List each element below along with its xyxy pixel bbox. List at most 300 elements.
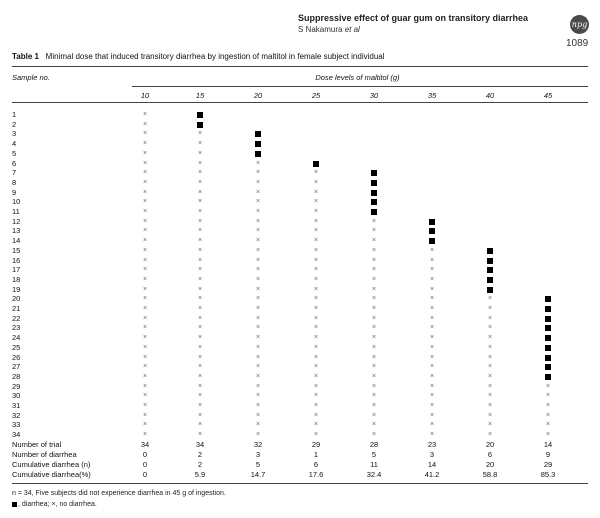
dose-col-header: 10 xyxy=(140,91,150,100)
summary-value: 14.7 xyxy=(250,470,266,479)
no-diarrhea-mark: × xyxy=(429,421,435,429)
no-diarrhea-mark: × xyxy=(142,363,148,371)
summary-value: 41.2 xyxy=(424,470,440,479)
no-diarrhea-mark: × xyxy=(142,246,148,254)
no-diarrhea-mark: × xyxy=(197,140,203,148)
sample-label: 23 xyxy=(12,323,21,333)
author-name: S Nakamura xyxy=(298,25,345,34)
sample-label: 10 xyxy=(12,197,21,207)
no-diarrhea-mark: × xyxy=(255,402,261,409)
footnote-2 xyxy=(12,501,97,508)
diarrhea-square-icon xyxy=(545,316,551,322)
sample-header: Sample no. xyxy=(12,73,50,82)
diarrhea-square-icon xyxy=(371,180,377,186)
no-diarrhea-mark: × xyxy=(371,411,377,419)
sample-label: 1 xyxy=(12,110,17,119)
diarrhea-square-icon xyxy=(545,364,551,370)
no-diarrhea-mark: × xyxy=(255,411,261,419)
sample-label: 29 xyxy=(12,381,21,391)
sample-label: 4 xyxy=(12,139,17,149)
no-diarrhea-mark: × xyxy=(371,324,377,332)
no-diarrhea-mark: × xyxy=(142,305,148,312)
no-diarrhea-mark: × xyxy=(371,402,377,409)
no-diarrhea-mark: × xyxy=(197,237,203,245)
no-diarrhea-mark: × xyxy=(371,275,377,283)
summary-value: 5 xyxy=(255,460,261,469)
diarrhea-square-icon xyxy=(197,122,203,128)
no-diarrhea-mark: × xyxy=(487,363,493,371)
no-diarrhea-mark: × xyxy=(429,295,435,303)
no-diarrhea-mark: × xyxy=(313,208,319,215)
diarrhea-square-icon xyxy=(545,345,551,351)
no-diarrhea-mark: × xyxy=(197,431,203,439)
no-diarrhea-mark: × xyxy=(255,169,261,177)
dose-col-header: 20 xyxy=(253,91,263,100)
no-diarrhea-mark: × xyxy=(313,314,319,322)
no-diarrhea-mark: × xyxy=(371,227,377,235)
no-diarrhea-mark: × xyxy=(197,402,203,409)
summary-value: 6 xyxy=(487,450,493,459)
no-diarrhea-mark: × xyxy=(142,227,148,235)
diarrhea-square-icon xyxy=(545,335,551,341)
no-diarrhea-mark: × xyxy=(371,237,377,245)
no-diarrhea-mark: × xyxy=(313,275,319,283)
no-diarrhea-mark: × xyxy=(487,334,493,342)
diarrhea-square-icon xyxy=(545,306,551,312)
no-diarrhea-mark: × xyxy=(371,353,377,361)
summary-value: 1 xyxy=(313,450,319,459)
no-diarrhea-mark: × xyxy=(142,324,148,332)
summary-value: 14 xyxy=(427,460,437,469)
rule-dose xyxy=(132,86,588,87)
sample-label: 32 xyxy=(12,410,21,420)
no-diarrhea-mark: × xyxy=(371,392,377,400)
no-diarrhea-mark: × xyxy=(371,295,377,303)
no-diarrhea-mark: × xyxy=(371,334,377,342)
no-diarrhea-mark: × xyxy=(255,421,261,429)
diarrhea-square-icon xyxy=(371,190,377,196)
rule-bottom xyxy=(12,483,588,484)
dose-col-header: 40 xyxy=(485,91,495,100)
no-diarrhea-mark: × xyxy=(142,392,148,400)
no-diarrhea-mark: × xyxy=(255,227,261,235)
running-title: Suppressive effect of guar gum on transitory diarrhea xyxy=(298,13,529,23)
sample-label: 6 xyxy=(12,158,17,168)
no-diarrhea-mark: × xyxy=(371,431,377,439)
no-diarrhea-mark: × xyxy=(313,227,319,235)
no-diarrhea-mark: × xyxy=(429,392,435,400)
no-diarrhea-mark: × xyxy=(313,178,319,186)
diarrhea-square-icon xyxy=(545,325,551,331)
no-diarrhea-mark: × xyxy=(429,382,435,390)
no-diarrhea-mark: × xyxy=(313,295,319,303)
sample-label: 9 xyxy=(12,187,17,197)
sample-label: 30 xyxy=(12,391,21,401)
no-diarrhea-mark: × xyxy=(487,372,493,380)
no-diarrhea-mark: × xyxy=(313,285,319,293)
no-diarrhea-mark: × xyxy=(545,402,551,409)
no-diarrhea-mark: × xyxy=(371,246,377,254)
summary-value: 17.6 xyxy=(308,470,324,479)
no-diarrhea-mark: × xyxy=(142,159,148,167)
summary-value: 29 xyxy=(543,460,553,469)
diarrhea-square-icon xyxy=(545,296,551,302)
no-diarrhea-mark: × xyxy=(255,305,261,312)
no-diarrhea-mark: × xyxy=(197,334,203,342)
diarrhea-square-icon xyxy=(371,209,377,215)
no-diarrhea-mark: × xyxy=(142,353,148,361)
no-diarrhea-mark: × xyxy=(197,382,203,390)
sample-label: 12 xyxy=(12,216,21,226)
summary-label: Number of trial xyxy=(12,440,62,449)
no-diarrhea-mark: × xyxy=(429,343,435,351)
sample-label: 20 xyxy=(12,294,21,304)
no-diarrhea-mark: × xyxy=(313,266,319,274)
summary-value: 11 xyxy=(370,460,378,469)
npg-logo: npg xyxy=(570,15,589,34)
no-diarrhea-mark: × xyxy=(197,266,203,274)
caption-text: Minimal dose that induced transitory diarrhea by ingestion of maltitol in female subject individual xyxy=(45,52,385,61)
summary-value: 0 xyxy=(142,460,148,469)
no-diarrhea-mark: × xyxy=(255,188,261,196)
summary-value: 5 xyxy=(371,450,377,459)
no-diarrhea-mark: × xyxy=(255,295,261,303)
no-diarrhea-mark: × xyxy=(142,149,148,157)
no-diarrhea-mark: × xyxy=(487,431,493,439)
no-diarrhea-mark: × xyxy=(255,198,261,206)
running-author xyxy=(298,25,360,34)
diarrhea-square-icon xyxy=(197,112,203,118)
no-diarrhea-mark: × xyxy=(371,256,377,264)
no-diarrhea-mark: × xyxy=(142,285,148,293)
no-diarrhea-mark: × xyxy=(142,188,148,196)
summary-value: 29 xyxy=(311,440,321,449)
no-diarrhea-mark: × xyxy=(429,324,435,332)
no-diarrhea-mark: × xyxy=(142,120,148,128)
no-diarrhea-mark: × xyxy=(429,372,435,380)
no-diarrhea-mark: × xyxy=(487,353,493,361)
sample-label: 27 xyxy=(12,362,21,372)
dose-col-header: 25 xyxy=(311,91,321,100)
no-diarrhea-mark: × xyxy=(429,431,435,439)
no-diarrhea-mark: × xyxy=(142,140,148,148)
no-diarrhea-mark: × xyxy=(197,178,203,186)
no-diarrhea-mark: × xyxy=(142,256,148,264)
no-diarrhea-mark: × xyxy=(142,382,148,390)
no-diarrhea-mark: × xyxy=(255,159,261,167)
sample-label: 18 xyxy=(12,274,21,284)
footnote-2-text: , diarrhea; ×, no diarrhea. xyxy=(18,501,97,508)
no-diarrhea-mark: × xyxy=(255,431,261,439)
no-diarrhea-mark: × xyxy=(197,372,203,380)
no-diarrhea-mark: × xyxy=(255,372,261,380)
no-diarrhea-mark: × xyxy=(487,402,493,409)
no-diarrhea-mark: × xyxy=(313,431,319,439)
no-diarrhea-mark: × xyxy=(487,411,493,419)
no-diarrhea-mark: × xyxy=(255,217,261,225)
no-diarrhea-mark: × xyxy=(142,266,148,274)
no-diarrhea-mark: × xyxy=(197,169,203,177)
rule-top xyxy=(12,66,588,67)
no-diarrhea-mark: × xyxy=(197,421,203,429)
sample-label: 17 xyxy=(12,265,21,275)
no-diarrhea-mark: × xyxy=(142,169,148,177)
sample-label: 25 xyxy=(12,342,21,352)
no-diarrhea-mark: × xyxy=(313,246,319,254)
no-diarrhea-mark: × xyxy=(545,421,551,429)
diarrhea-square-icon xyxy=(487,258,493,264)
dose-col-header: 15 xyxy=(195,91,205,100)
summary-value: 9 xyxy=(545,450,551,459)
summary-value: 2 xyxy=(197,450,203,459)
no-diarrhea-mark: × xyxy=(255,178,261,186)
no-diarrhea-mark: × xyxy=(255,314,261,322)
no-diarrhea-mark: × xyxy=(255,392,261,400)
footnote-square-icon xyxy=(12,502,17,507)
no-diarrhea-mark: × xyxy=(197,256,203,264)
no-diarrhea-mark: × xyxy=(197,130,203,138)
summary-label: Number of diarrhea xyxy=(12,450,77,459)
no-diarrhea-mark: × xyxy=(197,149,203,157)
no-diarrhea-mark: × xyxy=(197,285,203,293)
no-diarrhea-mark: × xyxy=(255,285,261,293)
no-diarrhea-mark: × xyxy=(197,159,203,167)
summary-value: 3 xyxy=(429,450,435,459)
no-diarrhea-mark: × xyxy=(313,353,319,361)
diarrhea-square-icon xyxy=(487,248,493,254)
no-diarrhea-mark: × xyxy=(429,266,435,274)
no-diarrhea-mark: × xyxy=(142,295,148,303)
no-diarrhea-mark: × xyxy=(255,353,261,361)
no-diarrhea-mark: × xyxy=(313,372,319,380)
summary-value: 20 xyxy=(485,440,495,449)
diarrhea-square-icon xyxy=(255,151,261,157)
no-diarrhea-mark: × xyxy=(313,343,319,351)
no-diarrhea-mark: × xyxy=(371,363,377,371)
dose-col-header: 35 xyxy=(427,91,437,100)
no-diarrhea-mark: × xyxy=(142,421,148,429)
no-diarrhea-mark: × xyxy=(197,188,203,196)
no-diarrhea-mark: × xyxy=(371,217,377,225)
no-diarrhea-mark: × xyxy=(429,353,435,361)
summary-value: 3 xyxy=(255,450,261,459)
no-diarrhea-mark: × xyxy=(429,256,435,264)
no-diarrhea-mark: × xyxy=(545,392,551,400)
no-diarrhea-mark: × xyxy=(255,363,261,371)
no-diarrhea-mark: × xyxy=(197,314,203,322)
no-diarrhea-mark: × xyxy=(255,343,261,351)
summary-value: 6 xyxy=(313,460,319,469)
no-diarrhea-mark: × xyxy=(142,314,148,322)
no-diarrhea-mark: × xyxy=(197,392,203,400)
summary-value: 23 xyxy=(427,440,437,449)
diarrhea-square-icon xyxy=(429,219,435,225)
summary-label: Cumulative diarrhea (n) xyxy=(12,460,91,469)
no-diarrhea-mark: × xyxy=(313,411,319,419)
no-diarrhea-mark: × xyxy=(142,402,148,409)
diarrhea-square-icon xyxy=(545,355,551,361)
no-diarrhea-mark: × xyxy=(313,382,319,390)
diarrhea-square-icon xyxy=(487,267,493,273)
no-diarrhea-mark: × xyxy=(142,237,148,245)
summary-value: 34 xyxy=(195,440,205,449)
author-etal: et al xyxy=(344,25,360,34)
summary-value: 20 xyxy=(485,460,495,469)
no-diarrhea-mark: × xyxy=(313,324,319,332)
no-diarrhea-mark: × xyxy=(429,411,435,419)
sample-label: 11 xyxy=(12,207,20,216)
no-diarrhea-mark: × xyxy=(142,431,148,439)
no-diarrhea-mark: × xyxy=(313,334,319,342)
no-diarrhea-mark: × xyxy=(142,130,148,138)
no-diarrhea-mark: × xyxy=(429,334,435,342)
caption-label: Table 1 xyxy=(12,52,39,61)
sample-label: 28 xyxy=(12,371,21,381)
sample-label: 8 xyxy=(12,177,17,187)
no-diarrhea-mark: × xyxy=(255,237,261,245)
no-diarrhea-mark: × xyxy=(197,246,203,254)
summary-value: 28 xyxy=(369,440,379,449)
summary-value: 85.3 xyxy=(540,470,556,479)
no-diarrhea-mark: × xyxy=(371,266,377,274)
sample-label: 13 xyxy=(12,226,21,236)
no-diarrhea-mark: × xyxy=(197,411,203,419)
summary-value: 5.9 xyxy=(194,470,206,479)
no-diarrhea-mark: × xyxy=(313,421,319,429)
no-diarrhea-mark: × xyxy=(255,382,261,390)
diarrhea-square-icon xyxy=(371,199,377,205)
sample-label: 21 xyxy=(12,304,21,313)
no-diarrhea-mark: × xyxy=(545,431,551,439)
sample-label: 3 xyxy=(12,129,17,139)
no-diarrhea-mark: × xyxy=(487,382,493,390)
dose-col-header: 30 xyxy=(369,91,379,100)
sample-label: 7 xyxy=(12,168,17,178)
footnote-1: n = 34, Five subjects did not experience diarrhea in 45 g of ingestion. xyxy=(12,490,226,497)
no-diarrhea-mark: × xyxy=(142,372,148,380)
no-diarrhea-mark: × xyxy=(313,198,319,206)
no-diarrhea-mark: × xyxy=(371,372,377,380)
no-diarrhea-mark: × xyxy=(429,305,435,312)
diarrhea-square-icon xyxy=(487,287,493,293)
no-diarrhea-mark: × xyxy=(142,178,148,186)
sample-label: 14 xyxy=(12,236,21,246)
no-diarrhea-mark: × xyxy=(487,305,493,312)
no-diarrhea-mark: × xyxy=(255,256,261,264)
no-diarrhea-mark: × xyxy=(313,363,319,371)
page-number: 1089 xyxy=(566,38,589,49)
diarrhea-square-icon xyxy=(255,141,261,147)
diarrhea-square-icon xyxy=(487,277,493,283)
no-diarrhea-mark: × xyxy=(142,411,148,419)
no-diarrhea-mark: × xyxy=(197,275,203,283)
diarrhea-square-icon xyxy=(313,161,319,167)
diarrhea-square-icon xyxy=(429,238,435,244)
rule-head xyxy=(12,102,588,103)
no-diarrhea-mark: × xyxy=(487,421,493,429)
no-diarrhea-mark: × xyxy=(255,334,261,342)
sample-label: 2 xyxy=(12,119,17,129)
no-diarrhea-mark: × xyxy=(142,208,148,215)
sample-label: 16 xyxy=(12,255,21,265)
no-diarrhea-mark: × xyxy=(255,275,261,283)
no-diarrhea-mark: × xyxy=(142,334,148,342)
no-diarrhea-mark: × xyxy=(429,246,435,254)
no-diarrhea-mark: × xyxy=(429,363,435,371)
no-diarrhea-mark: × xyxy=(371,421,377,429)
sample-label: 19 xyxy=(12,284,21,294)
no-diarrhea-mark: × xyxy=(142,111,148,118)
no-diarrhea-mark: × xyxy=(255,324,261,332)
no-diarrhea-mark: × xyxy=(371,314,377,322)
no-diarrhea-mark: × xyxy=(255,266,261,274)
no-diarrhea-mark: × xyxy=(429,285,435,293)
no-diarrhea-mark: × xyxy=(197,217,203,225)
summary-value: 32.4 xyxy=(366,470,382,479)
no-diarrhea-mark: × xyxy=(142,198,148,206)
no-diarrhea-mark: × xyxy=(197,198,203,206)
no-diarrhea-mark: × xyxy=(313,402,319,409)
no-diarrhea-mark: × xyxy=(487,295,493,303)
no-diarrhea-mark: × xyxy=(371,285,377,293)
sample-label: 22 xyxy=(12,313,21,323)
summary-value: 32 xyxy=(253,440,263,449)
summary-value: 2 xyxy=(197,460,203,469)
summary-value: 34 xyxy=(140,440,150,449)
sample-label: 33 xyxy=(12,420,21,430)
no-diarrhea-mark: × xyxy=(255,246,261,254)
no-diarrhea-mark: × xyxy=(197,353,203,361)
no-diarrhea-mark: × xyxy=(197,324,203,332)
no-diarrhea-mark: × xyxy=(371,305,377,312)
no-diarrhea-mark: × xyxy=(487,324,493,332)
no-diarrhea-mark: × xyxy=(197,208,203,215)
sample-label: 24 xyxy=(12,333,21,343)
no-diarrhea-mark: × xyxy=(487,314,493,322)
sample-label: 5 xyxy=(12,148,17,158)
no-diarrhea-mark: × xyxy=(313,256,319,264)
no-diarrhea-mark: × xyxy=(371,382,377,390)
sample-label: 31 xyxy=(12,401,21,410)
no-diarrhea-mark: × xyxy=(313,188,319,196)
no-diarrhea-mark: × xyxy=(197,305,203,312)
no-diarrhea-mark: × xyxy=(142,343,148,351)
summary-value: 58.8 xyxy=(482,470,498,479)
diarrhea-square-icon xyxy=(429,228,435,234)
summary-label: Cumulative diarrhea(%) xyxy=(12,470,91,479)
no-diarrhea-mark: × xyxy=(487,392,493,400)
summary-value: 14 xyxy=(543,440,553,449)
no-diarrhea-mark: × xyxy=(313,237,319,245)
diarrhea-square-icon xyxy=(255,131,261,137)
no-diarrhea-mark: × xyxy=(545,382,551,390)
no-diarrhea-mark: × xyxy=(255,208,261,215)
no-diarrhea-mark: × xyxy=(429,402,435,409)
no-diarrhea-mark: × xyxy=(197,227,203,235)
no-diarrhea-mark: × xyxy=(313,169,319,177)
no-diarrhea-mark: × xyxy=(313,392,319,400)
no-diarrhea-mark: × xyxy=(197,295,203,303)
diarrhea-square-icon xyxy=(371,170,377,176)
dose-col-header: 45 xyxy=(543,91,553,100)
no-diarrhea-mark: × xyxy=(142,217,148,225)
diarrhea-square-icon xyxy=(545,374,551,380)
table-caption xyxy=(12,52,385,61)
no-diarrhea-mark: × xyxy=(313,217,319,225)
dose-header: Dose levels of maltitol (g) xyxy=(315,73,400,82)
no-diarrhea-mark: × xyxy=(313,305,319,312)
summary-value: 0 xyxy=(142,450,148,459)
